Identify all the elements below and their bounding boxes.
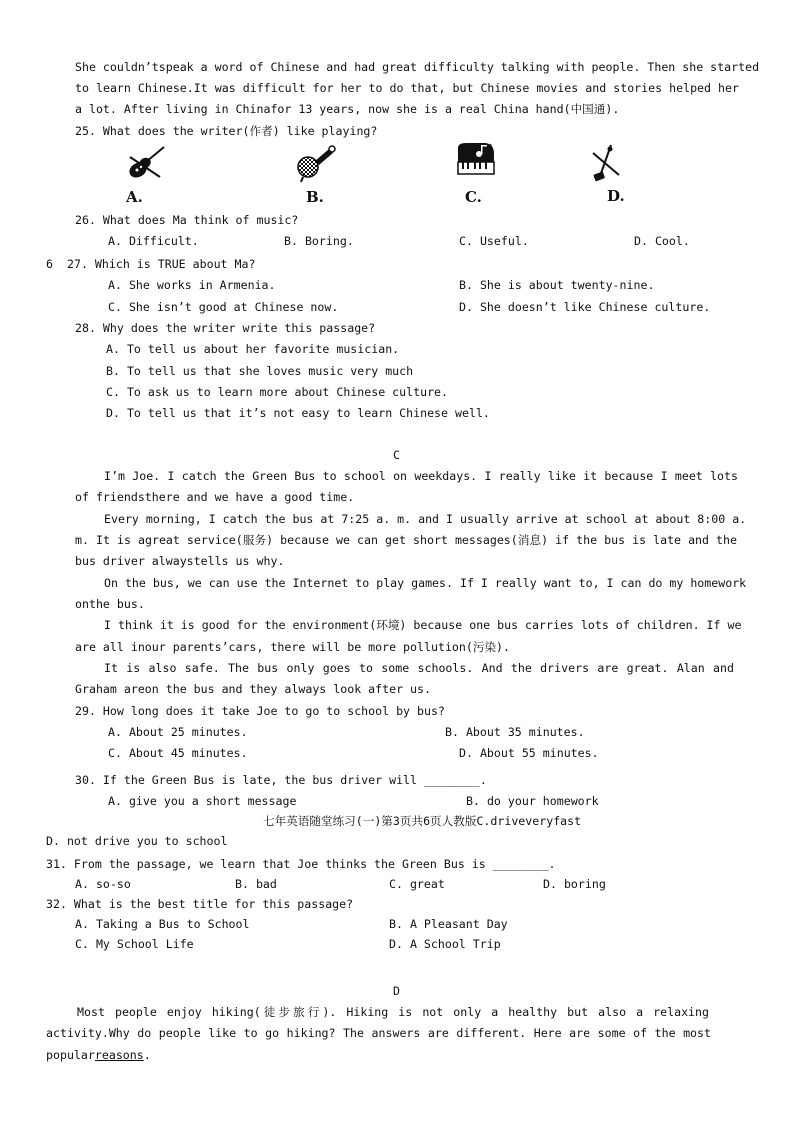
option-c[interactable]: C.driveveryfast xyxy=(476,814,582,828)
passage-line: onthe bus. xyxy=(75,597,145,611)
option-b[interactable]: B. A Pleasant Day xyxy=(389,917,508,931)
passage-line: a lot. After living in Chinafor 13 years, now she is a real China hand(中国通). xyxy=(75,102,620,116)
option-c[interactable]: C. My School Life xyxy=(75,937,194,951)
option-c[interactable]: C. To ask us to learn more about Chinese culture. xyxy=(106,385,449,399)
option-b[interactable]: B. To tell us that she loves music very much xyxy=(106,364,414,378)
option-a[interactable]: A. Difficult. xyxy=(108,234,199,248)
question-32-stem: 32. What is the best title for this passage? xyxy=(46,897,354,911)
passage-line: bus driver alwaystells us why. xyxy=(75,554,285,568)
page-footer xyxy=(263,814,581,828)
option-b[interactable]: B. Boring. xyxy=(284,234,354,248)
option-a[interactable]: A. give you a short message xyxy=(108,794,297,808)
option-d[interactable]: D. To tell us that it’s not easy to learn Chinese well. xyxy=(106,406,490,420)
passage-line: are all inour parents’cars, there will be more pollution(污染). xyxy=(75,640,511,654)
option-a[interactable]: A. so-so xyxy=(75,877,131,891)
passage-line: Graham areon the bus and they always look after us. xyxy=(75,682,431,696)
option-a[interactable]: A. Taking a Bus to School xyxy=(75,917,250,931)
option-a[interactable]: A. She works in Armenia. xyxy=(108,278,276,292)
option-d[interactable]: D. About 55 minutes. xyxy=(459,746,599,760)
option-b[interactable]: B. do your homework xyxy=(466,794,599,808)
option-d-label[interactable]: D. xyxy=(607,187,625,205)
option-d[interactable]: D. boring xyxy=(543,877,606,891)
svg-text:♪: ♪ xyxy=(488,143,493,151)
trumpet-icon xyxy=(293,143,339,183)
passage-line: to learn Chinese.It was difficult for her to do that, but Chinese movies and stories helped her xyxy=(75,81,739,95)
question-25-stem: 25. What does the writer(作者) like playing? xyxy=(75,124,378,138)
passage-text: popular xyxy=(46,1048,95,1062)
question-30-stem: 30. If the Green Bus is late, the bus driver will ________. xyxy=(75,773,487,787)
passage-line xyxy=(46,1048,151,1062)
piano-icon xyxy=(454,140,500,180)
option-c[interactable]: C. Useful. xyxy=(459,234,529,248)
option-b-label[interactable]: B. xyxy=(306,188,324,206)
passage-line: On the bus, we can use the Internet to play games. If I really want to, I can do my homework xyxy=(104,576,747,590)
option-d[interactable]: D. She doesn’t like Chinese culture. xyxy=(459,300,711,314)
erhu-icon xyxy=(585,143,631,183)
option-a[interactable]: A. About 25 minutes. xyxy=(108,725,248,739)
question-31-stem: 31. From the passage, we learn that Joe thinks the Green Bus is ________. xyxy=(46,857,556,871)
option-b[interactable]: B. bad xyxy=(235,877,277,891)
option-a-label[interactable]: A. xyxy=(126,188,143,206)
passage-line: Most people enjoy hiking(徒步旅行). Hiking is not only a healthy but also a relaxing xyxy=(77,1005,709,1019)
underlined-word: reasons xyxy=(94,1048,144,1062)
section-heading-d: D xyxy=(393,984,400,998)
option-d[interactable]: D. A School Trip xyxy=(389,937,501,951)
option-d[interactable]: D. Cool. xyxy=(634,234,690,248)
passage-line: I’m Joe. I catch the Green Bus to school on weekdays. I really like it because I meet lots xyxy=(104,469,738,483)
passage-line: It is also safe. The bus only goes to some schools. And the drivers are great. Alan and xyxy=(104,661,734,675)
footer-text: 七年英语随堂练习(一)第3页共6页人教版 xyxy=(263,814,477,828)
option-c[interactable]: C. About 45 minutes. xyxy=(108,746,248,760)
passage-line: Every morning, I catch the bus at 7:25 a. m. and I usually arrive at school at about 8:00 a. xyxy=(104,512,747,526)
question-26-stem: 26. What does Ma think of music? xyxy=(75,213,299,227)
passage-line: I think it is good for the environment(环境) because one bus carries lots of children. If we xyxy=(104,618,742,632)
option-c[interactable]: C. great xyxy=(389,877,445,891)
violin-icon xyxy=(124,143,170,183)
option-c-label[interactable]: C. xyxy=(465,188,482,206)
section-heading-c: C xyxy=(393,448,400,462)
margin-note: 6 xyxy=(46,257,53,271)
passage-line: of friendsthere and we have a good time. xyxy=(75,490,355,504)
passage-line: activity.Why do people like to go hiking? The answers are different. Here are some of the most xyxy=(46,1026,711,1040)
question-27-stem: 27. Which is TRUE about Ma? xyxy=(67,257,256,271)
option-a[interactable]: A. To tell us about her favorite musician. xyxy=(106,342,400,356)
option-b[interactable]: B. She is about twenty-nine. xyxy=(459,278,655,292)
passage-line: m. It is agreat service(服务) because we can get short messages(消息) if the bus is late and the xyxy=(75,533,737,547)
option-d[interactable]: D. not drive you to school xyxy=(46,834,228,848)
question-29-stem: 29. How long does it take Joe to go to school by bus? xyxy=(75,704,445,718)
option-c[interactable]: C. She isn’t good at Chinese now. xyxy=(108,300,339,314)
question-28-stem: 28. Why does the writer write this passage? xyxy=(75,321,376,335)
passage-line: She couldn’tspeak a word of Chinese and had great difficulty talking with people. Then she started xyxy=(75,60,760,74)
passage-text: . xyxy=(143,1048,151,1062)
option-b[interactable]: B. About 35 minutes. xyxy=(445,725,585,739)
